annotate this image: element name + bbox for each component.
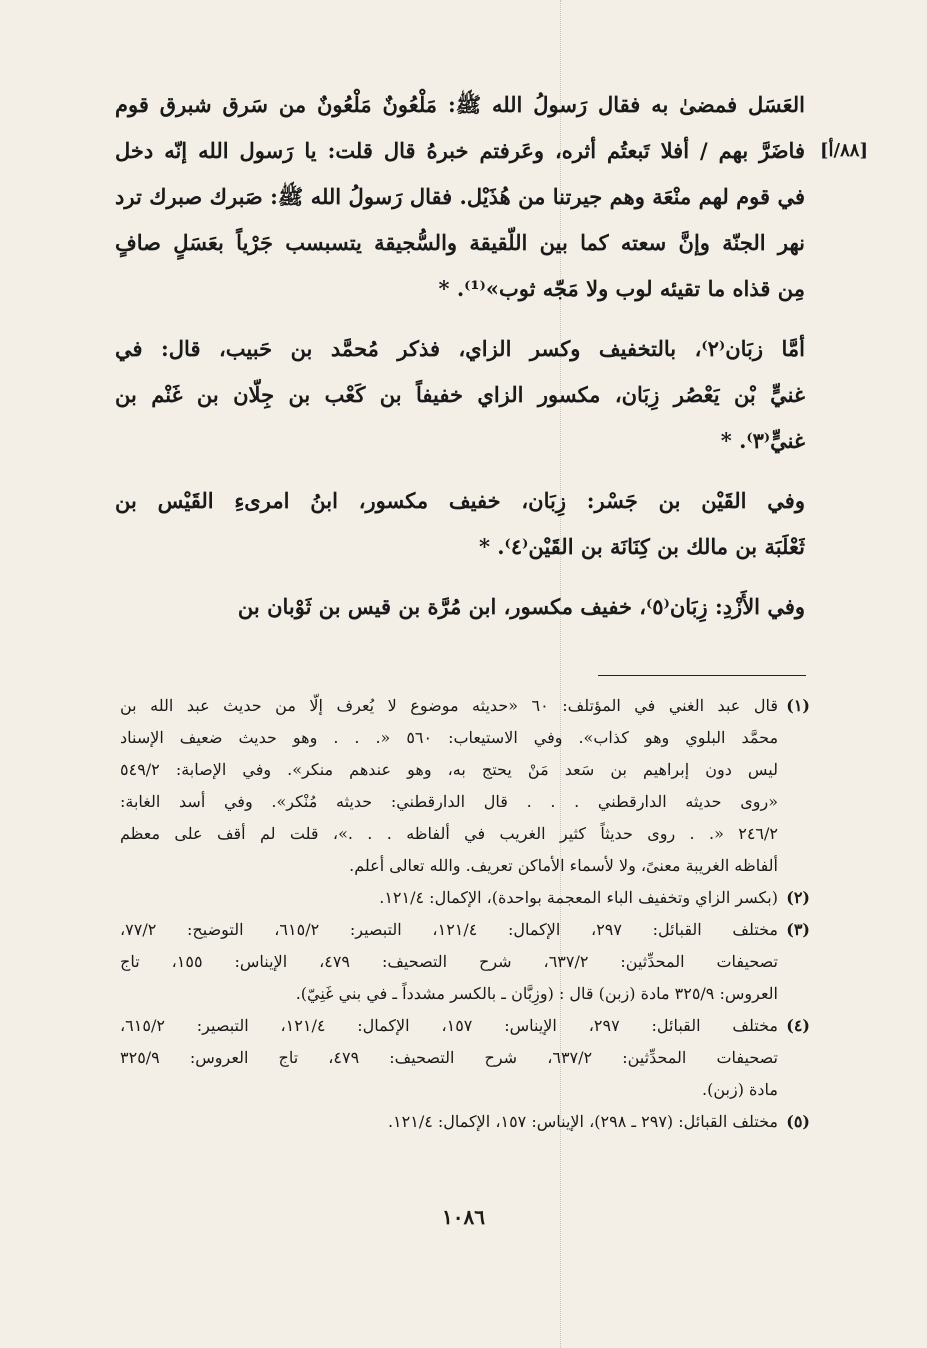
footnote-line: مادة (زبن).	[702, 1080, 778, 1099]
footnote-line: مختلف القبائل: ٢٩٧، الإكمال: ١٢١/٤، التبصير: ٦١٥/٢، التوضيح: ٧٧/٢،	[120, 920, 778, 939]
text-line: غنيٍّ بْن يَعْصُر زِبَان، مكسور الزاي خفيفاً بن كَعْب بن جِلّان بن غَنْم بن	[115, 382, 805, 407]
footnote-line: قال عبد الغني في المؤتلف: ٦٠ «حديثه موضوع لا يُعرف إلّا من حديث عبد الله بن	[120, 696, 778, 715]
text-line: نهر الجنّة وإنَّ سعته كما بين اللّقيقة والسُّجيقة يتسبسب جَرْياً بعَسَلٍ صافٍ	[115, 230, 805, 255]
paragraph	[115, 478, 805, 570]
paragraph	[115, 82, 805, 312]
main-text	[115, 82, 805, 630]
footnote-number: (٢)	[786, 888, 810, 907]
footnotes	[120, 690, 810, 1138]
footnote-number: (١)	[786, 696, 810, 715]
text-line: فاضَرَّ بهم / أفلا تَبعتُم أثره، وعَرفتم خبرهُ قال قلت: يا رَسول الله إنّه دخل	[115, 138, 805, 163]
text-line: مِن قذاه ما تقيئه لوب ولا مَجّه ثوب»⁽¹⁾. *	[438, 276, 805, 301]
text-line: وفي القَيْن بن جَسْر: زِبَان، خفيف مكسور، ابنُ امرىءِ القَيْس بن	[115, 488, 805, 513]
text-line: غنيٍّ⁽٣⁾. *	[720, 428, 805, 453]
footnote	[120, 914, 810, 1010]
footnote-line: ليس دون إبراهيم بن سَعد مَنْ يحتج به، وهو عندهم منكر». وفي الإصابة: ٥٤٩/٢	[120, 760, 778, 779]
footnote-number: (٥)	[786, 1112, 810, 1131]
paragraph	[115, 326, 805, 464]
text-line: أمَّا زبَان⁽٢⁾، بالتخفيف وكسر الزاي، فذكر مُحمَّد بن حَبيب، قال: في	[115, 336, 805, 361]
footnote-line: (بكسر الزاي وتخفيف الباء المعجمة بواحدة)، الإكمال: ١٢١/٤.	[379, 888, 778, 907]
footnote	[120, 690, 810, 882]
footnote-line: ألفاظه الغريبة معنىً، ولا لأسماء الأماكن تعريف. والله تعالى أعلم.	[349, 856, 778, 875]
text-line: وفي الأَزْدِ: زِبَان⁽٥⁾، خفيف مكسور، ابن مُرَّة بن قيس بن ثَوْبان بن	[237, 594, 805, 619]
footnote	[120, 1106, 810, 1138]
footnote-line: ٢٤٦/٢ «. . روى حديثاً كثير الغريب في ألفاظه . . .»، قلت لم أقف على معظم	[120, 824, 778, 843]
footnote-line: العروس: ٣٢٥/٩ مادة (زبن) قال : (وزِبَّان ـ بالكسر مشدداً ـ في بني غَنِيّ).	[295, 984, 778, 1003]
margin-folio-reference: [٨٨/أ]	[820, 140, 868, 161]
footnote-number: (٣)	[786, 920, 810, 939]
footnote-line: مختلف القبائل: (٢٩٧ ـ ٢٩٨)، الإيناس: ١٥٧، الإكمال: ١٢١/٤.	[387, 1112, 778, 1131]
footnote	[120, 882, 810, 914]
page-number: ١٠٨٦	[442, 1205, 485, 1229]
footnote-number: (٤)	[786, 1016, 810, 1035]
footnote-line: محمَّد البلوي وهو كذاب». وفي الاستيعاب: ٥٦٠ «. . . وهو حديث ضعيف الإسناد	[120, 728, 779, 747]
text-line: في قوم لهم منْعَة وهم جيرتنا من هُذَيْل. فقال رَسولُ الله ﷺ: صَبرك صبرك ترد	[115, 184, 805, 209]
footnote-line: «روى حديثه الدارقطني . . . قال الدارقطني: حديثه مُنْكر». وفي أسد الغابة:	[120, 792, 778, 811]
footnote-line: تصحيفات المحدِّثين: ٦٣٧/٢، شرح التصحيف: ٤٧٩، تاج العروس: ٣٢٥/٩	[120, 1048, 778, 1067]
paragraph	[115, 584, 805, 630]
text-line: العَسَل فمضىٰ به فقال رَسولُ الله ﷺ: مَلْعُونٌ مَلْعُونٌ من سَرق شبرق قوم	[115, 92, 805, 117]
footnote	[120, 1010, 810, 1106]
footnote-line: مختلف القبائل: ٢٩٧، الإيناس: ١٥٧، الإكمال: ١٢١/٤، التبصير: ٦١٥/٢،	[120, 1016, 778, 1035]
footnote-separator	[598, 675, 806, 676]
text-line: ثَعْلَبَة بن مالك بن كِنَانَة بن القَيْن⁽٤⁾. *	[478, 534, 805, 559]
footnote-line: تصحيفات المحدِّثين: ٦٣٧/٢، شرح التصحيف: ٤٧٩، الإيناس: ١٥٥، تاج	[120, 952, 778, 971]
